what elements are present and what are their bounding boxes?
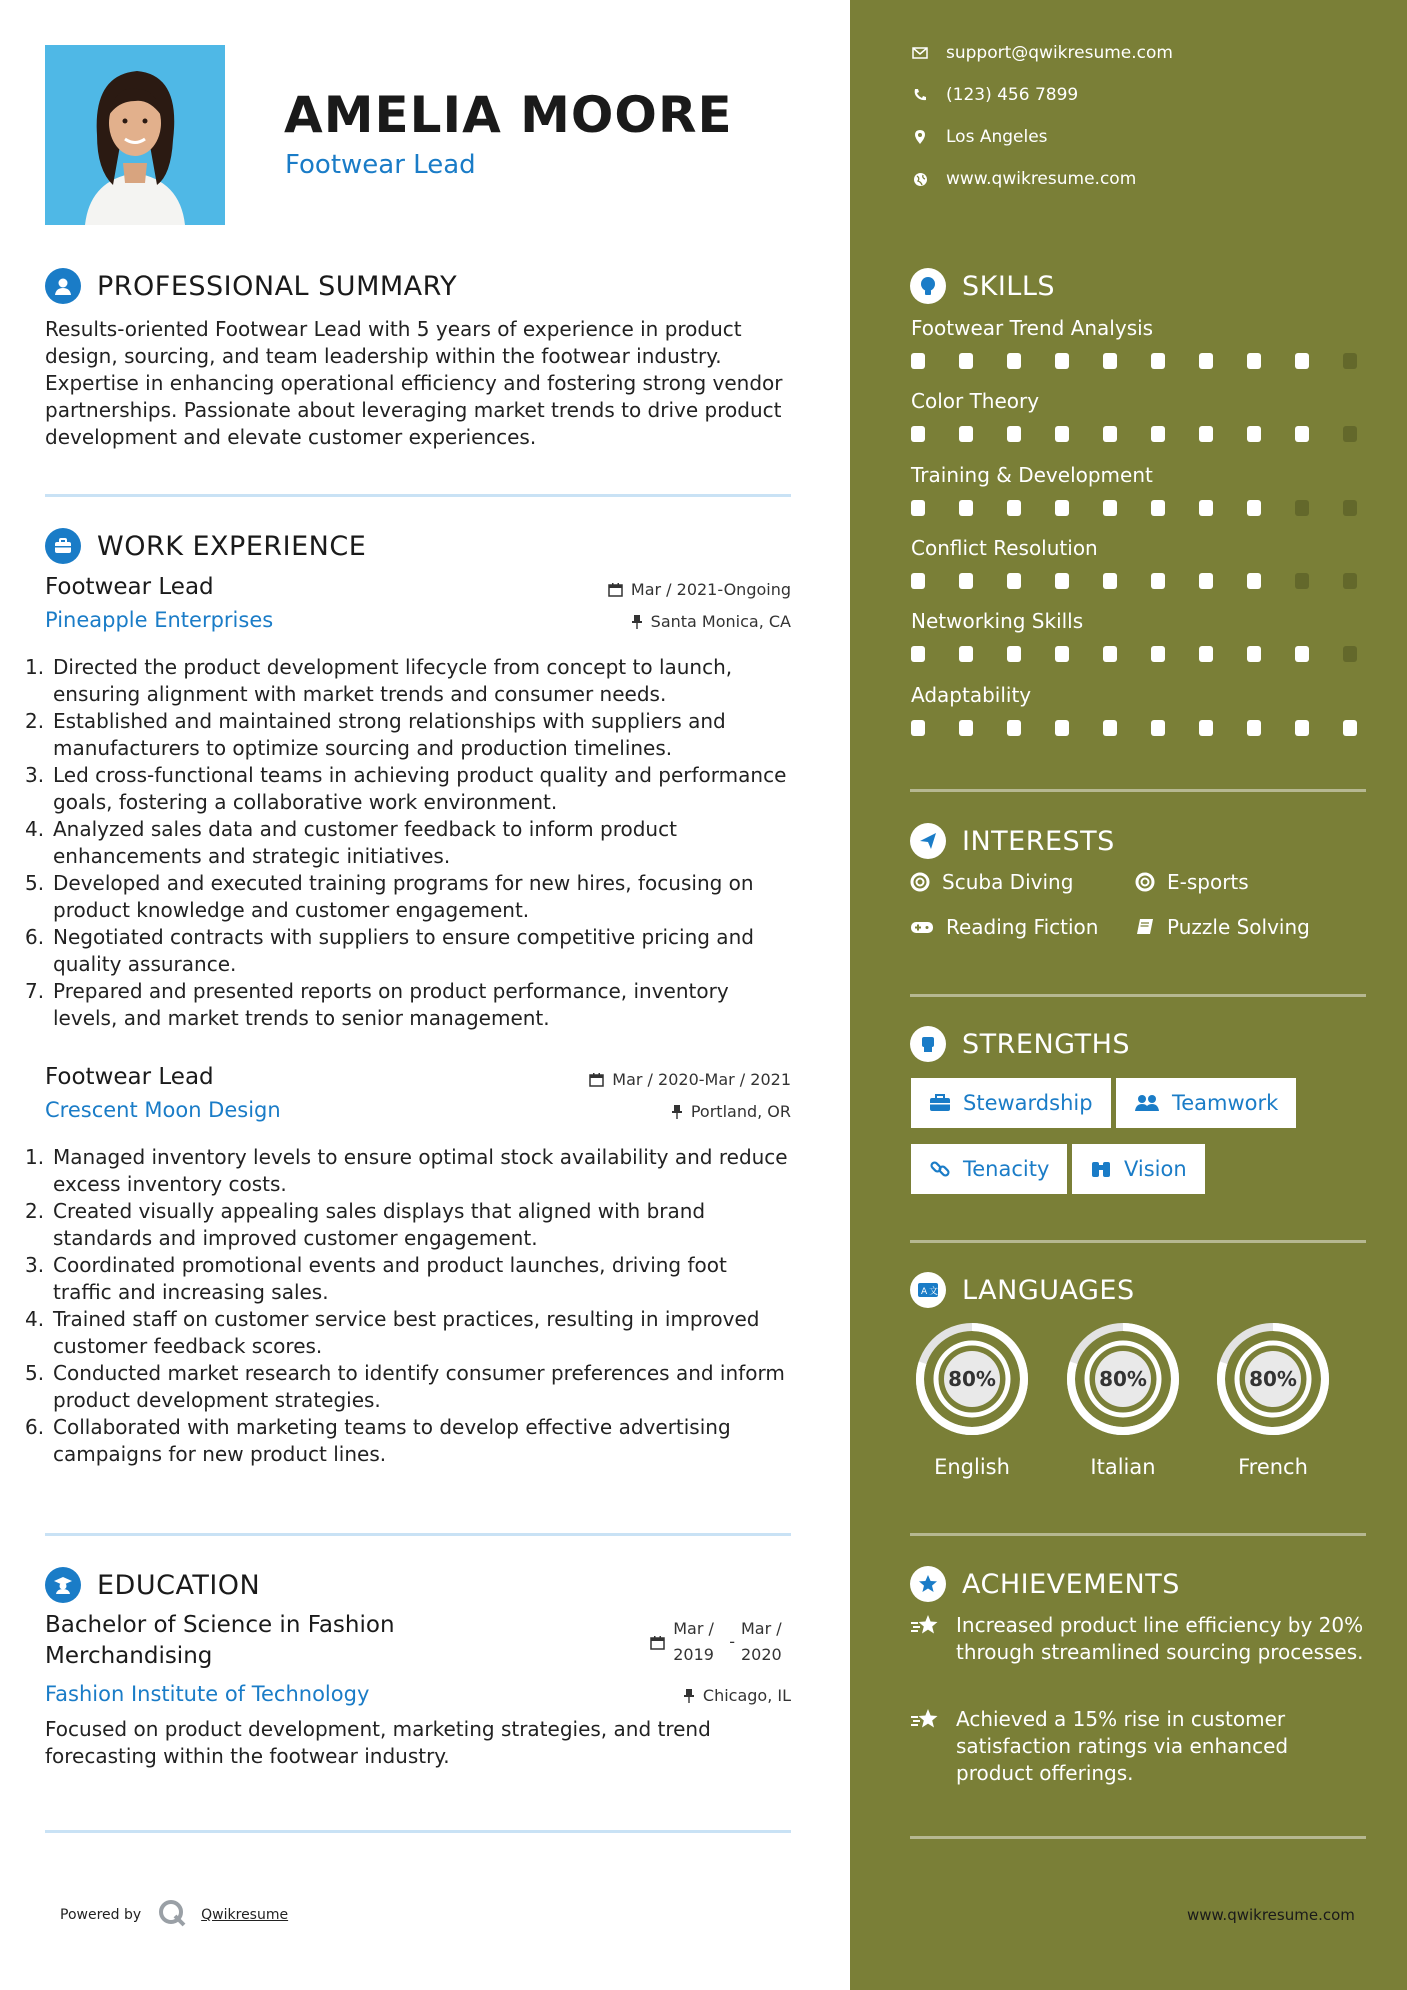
- list-item: 6. Collaborated with marketing teams to develop effective advertising campaigns for new product lines.: [25, 1415, 731, 1466]
- strength-badge: [911, 1144, 1067, 1194]
- svg-text:文: 文: [929, 1287, 939, 1297]
- list-item: 2. Established and maintained strong relationships with suppliers and manufacturers to optimize sourcing and production timelines.: [25, 709, 726, 760]
- skill-dot: [1007, 720, 1021, 736]
- job-company: Crescent Moon Design: [45, 1098, 281, 1122]
- job-entry: [25, 1064, 791, 1468]
- skill-item: [911, 536, 1371, 589]
- interest-item: [910, 915, 1098, 939]
- skill-dot: [1247, 426, 1261, 442]
- skill-dot: [1343, 500, 1357, 516]
- translate-icon: [910, 1272, 946, 1308]
- skill-dot: [1247, 500, 1261, 516]
- job-date-text: Mar / 2021-Ongoing: [630, 580, 791, 599]
- skill-name: Conflict Resolution: [911, 536, 1098, 560]
- skill-dot: [1343, 353, 1357, 369]
- skill-level: [911, 573, 1371, 589]
- skill-dot: [1247, 353, 1261, 369]
- globe-icon: [910, 172, 930, 187]
- gamepad-icon: [910, 919, 934, 935]
- skill-item: [911, 389, 1371, 442]
- skill-dot: [1295, 426, 1309, 442]
- skill-dot: [1199, 573, 1213, 589]
- skill-dot: [1199, 426, 1213, 442]
- achievement-item: [910, 1612, 1370, 1666]
- skill-dot: [1295, 720, 1309, 736]
- skill-dot: [1151, 426, 1165, 442]
- list-item: 4. Analyzed sales data and customer feedback to inform product enhancements and strategic initiatives.: [25, 817, 677, 868]
- degree: Bachelor of Science in Fashion Merchandising: [45, 1612, 395, 1669]
- skill-dot: [1055, 500, 1069, 516]
- skill-dot: [1007, 573, 1021, 589]
- language-percent: 80%: [948, 1367, 996, 1391]
- skill-name: Color Theory: [911, 389, 1040, 413]
- interest-label: Reading Fiction: [946, 915, 1099, 939]
- skill-name: Training & Development: [911, 463, 1153, 487]
- lifebuoy-icon: [1135, 872, 1155, 892]
- education-location: [683, 1686, 791, 1705]
- skill-dot: [1055, 646, 1069, 662]
- languages-title: LANGUAGES: [962, 1274, 1135, 1306]
- star-icon: [910, 1614, 940, 1666]
- divider: [910, 1533, 1366, 1536]
- skill-level: [911, 720, 1371, 736]
- interest-label: Puzzle Solving: [1167, 915, 1310, 939]
- interest-item: [1135, 870, 1249, 894]
- skill-dot: [1055, 573, 1069, 589]
- duties-list: [25, 654, 791, 1032]
- list-item: 6. Negotiated contracts with suppliers to ensure competitive pricing and quality assurance.: [25, 925, 754, 976]
- pin-icon: [683, 1688, 695, 1703]
- job-location-text: Portland, OR: [690, 1102, 791, 1121]
- skill-level: [911, 353, 1371, 369]
- skills-heading: [910, 268, 1055, 304]
- skill-dot: [959, 720, 973, 736]
- skill-dot: [1247, 573, 1261, 589]
- divider: [910, 1240, 1366, 1243]
- skill-dot: [1295, 646, 1309, 662]
- job-title: Footwear Lead: [45, 1064, 214, 1090]
- job-title: Footwear Lead: [45, 574, 214, 600]
- language-ring: [1061, 1317, 1185, 1441]
- calendar-icon: [589, 1072, 604, 1087]
- skill-dot: [1151, 646, 1165, 662]
- interest-label: E-sports: [1167, 870, 1249, 894]
- divider: [910, 994, 1366, 997]
- skill-dot: [1343, 573, 1357, 589]
- language-name: French: [1238, 1455, 1308, 1479]
- skill-dot: [959, 426, 973, 442]
- powered-by-label: Powered by: [60, 1907, 142, 1923]
- divider: [45, 1533, 791, 1536]
- education-title: EDUCATION: [97, 1569, 261, 1601]
- skill-name: Footwear Trend Analysis: [911, 316, 1154, 340]
- skill-item: [911, 316, 1371, 369]
- skill-dot: [1247, 646, 1261, 662]
- summary-heading: [45, 268, 457, 304]
- summary-title: PROFESSIONAL SUMMARY: [97, 270, 458, 302]
- language-item: [910, 1317, 1034, 1479]
- interest-item: [910, 870, 1073, 894]
- skill-level: [911, 426, 1371, 442]
- contact-location: [910, 127, 1048, 147]
- skill-dot: [1295, 573, 1309, 589]
- skill-dot: [1199, 646, 1213, 662]
- divider: [910, 1836, 1366, 1839]
- skill-dot: [1103, 426, 1117, 442]
- list-item: 2. Created visually appealing sales displays that aligned with brand standards and improved customer engagement.: [25, 1199, 706, 1250]
- skill-dot: [911, 353, 925, 369]
- education-dates: [650, 1616, 791, 1668]
- graduate-icon: [45, 1567, 81, 1603]
- skill-dot: [1343, 720, 1357, 736]
- achievement-item: [910, 1706, 1370, 1787]
- job-company: Pineapple Enterprises: [45, 608, 274, 632]
- strength-label: Teamwork: [1172, 1091, 1279, 1115]
- divider: [45, 494, 791, 497]
- job-date: [589, 1070, 791, 1089]
- skill-dot: [1103, 720, 1117, 736]
- strengths-heading: [910, 1026, 1130, 1062]
- skill-level: [911, 500, 1371, 516]
- contact-phone[interactable]: [910, 85, 1078, 105]
- skill-item: [911, 683, 1371, 736]
- list-item: 1. Directed the product development lifecycle from concept to launch, ensuring alignment with market trends and consumer needs.: [25, 655, 733, 706]
- skill-dot: [1151, 720, 1165, 736]
- calendar-icon: [608, 582, 623, 597]
- language-percent: 80%: [1099, 1367, 1147, 1391]
- star-icon: [910, 1708, 940, 1787]
- skill-dot: [1151, 573, 1165, 589]
- education-entry: [45, 1610, 791, 1770]
- strength-badge: [911, 1078, 1111, 1128]
- skill-item: [911, 463, 1371, 516]
- language-name: English: [934, 1455, 1010, 1479]
- skill-dot: [1151, 500, 1165, 516]
- skill-dot: [959, 573, 973, 589]
- footer-website[interactable]: www.qwikresume.com: [1187, 1906, 1355, 1924]
- interests-heading: [910, 823, 1115, 859]
- calendar-icon: [650, 1635, 665, 1650]
- skill-dot: [1199, 353, 1213, 369]
- skill-dot: [911, 573, 925, 589]
- language-percent: 80%: [1249, 1367, 1297, 1391]
- divider: [910, 789, 1366, 792]
- svg-text:A: A: [921, 1287, 928, 1297]
- qwikresume-logo-icon: [157, 1898, 187, 1932]
- skill-dot: [1103, 500, 1117, 516]
- job-location: [631, 612, 791, 631]
- skill-dot: [1007, 500, 1021, 516]
- skill-dot: [1055, 720, 1069, 736]
- pin-icon: [671, 1104, 683, 1119]
- job-entry: [25, 574, 791, 1032]
- list-item: 5. Conducted market research to identify consumer preferences and inform product development strategies.: [25, 1361, 785, 1412]
- briefcase-icon: [45, 528, 81, 564]
- language-ring: [910, 1317, 1034, 1441]
- skill-dot: [1151, 353, 1165, 369]
- sidebar: [850, 0, 1407, 1990]
- candidate-name: AMELIA MOORE: [284, 86, 733, 144]
- skill-dot: [911, 500, 925, 516]
- job-date-text: Mar / 2020-Mar / 2021: [612, 1070, 791, 1089]
- strength-label: Vision: [1124, 1157, 1187, 1181]
- qwikresume-link[interactable]: Qwikresume: [201, 1907, 289, 1923]
- interest-item: [1135, 915, 1310, 939]
- languages-heading: [910, 1272, 1135, 1308]
- skill-dot: [911, 426, 925, 442]
- list-item: 1. Managed inventory levels to ensure optimal stock availability and reduce excess inventory costs.: [25, 1145, 788, 1196]
- strength-badge: [1072, 1144, 1205, 1194]
- list-item: 4. Trained staff on customer service best practices, resulting in improved customer feedback scores.: [25, 1307, 760, 1358]
- location-text: Los Angeles: [946, 127, 1048, 147]
- summary-text: Results-oriented Footwear Lead with 5 years of experience in product design, sourcing, and team leadership within the footwear industry. Expertise in enhancing operational efficiency and fostering strong vendor partnerships. Passionate about leveraging market trends to drive product development and elevate customer experiences.: [45, 317, 783, 449]
- education-description: Focused on product development, marketing strategies, and trend forecasting within the footwear industry.: [45, 1717, 711, 1768]
- strength-label: Tenacity: [963, 1157, 1050, 1181]
- skill-dot: [1199, 720, 1213, 736]
- lifebuoy-icon: [910, 872, 930, 892]
- job-location: [671, 1102, 791, 1121]
- star-badge-icon: [910, 1566, 946, 1602]
- envelope-icon: [910, 47, 930, 59]
- user-icon: [45, 268, 81, 304]
- interest-label: Scuba Diving: [942, 870, 1074, 894]
- list-item: 3. Led cross-functional teams in achieving product quality and performance goals, fostering a collaborative work environment.: [25, 763, 787, 814]
- map-pin-icon: [910, 129, 930, 145]
- paper-plane-icon: [910, 823, 946, 859]
- start-date: Mar / 2019: [673, 1619, 714, 1664]
- divider: [45, 1830, 791, 1833]
- job-date: [608, 580, 791, 599]
- contact-email[interactable]: [910, 43, 1173, 63]
- lightbulb-icon: [910, 268, 946, 304]
- language-item: [1061, 1317, 1185, 1479]
- fist-icon: [910, 1026, 946, 1062]
- strength-label: Stewardship: [963, 1091, 1093, 1115]
- skill-dot: [959, 353, 973, 369]
- skill-dot: [1103, 353, 1117, 369]
- skill-dot: [1055, 353, 1069, 369]
- skill-dot: [1007, 426, 1021, 442]
- profile-photo: [45, 45, 225, 225]
- experience-title: WORK EXPERIENCE: [97, 530, 367, 562]
- list-item: 3. Coordinated promotional events and product launches, driving foot traffic and increasing sales.: [25, 1253, 727, 1304]
- skill-dot: [911, 646, 925, 662]
- language-item: [1211, 1317, 1335, 1479]
- skill-dot: [1343, 426, 1357, 442]
- phone-icon: [910, 88, 930, 102]
- skill-item: [911, 609, 1371, 662]
- skill-dot: [959, 646, 973, 662]
- link-icon: [929, 1158, 951, 1180]
- strengths-title: STRENGTHS: [962, 1028, 1131, 1060]
- users-icon: [1134, 1094, 1160, 1112]
- briefcase-icon: [929, 1094, 951, 1112]
- skill-dot: [959, 500, 973, 516]
- skill-name: Adaptability: [911, 683, 1032, 707]
- language-name: Italian: [1090, 1455, 1156, 1479]
- achievement-text: Achieved a 15% rise in customer satisfaction ratings via enhanced product offerings.: [956, 1707, 1289, 1785]
- skill-dot: [1199, 500, 1213, 516]
- skill-dot: [1007, 646, 1021, 662]
- achievement-text: Increased product line efficiency by 20% through streamlined sourcing processes.: [956, 1613, 1364, 1664]
- job-location-text: Santa Monica, CA: [650, 612, 791, 631]
- skill-dot: [1247, 720, 1261, 736]
- skill-dot: [1295, 500, 1309, 516]
- strength-badge: [1116, 1078, 1296, 1128]
- skill-level: [911, 646, 1371, 662]
- education-location-text: Chicago, IL: [702, 1686, 791, 1705]
- achievements-heading: [910, 1566, 1180, 1602]
- duties-list: [25, 1144, 791, 1468]
- binoculars-icon: [1090, 1159, 1112, 1179]
- end-date: Mar / 2020: [741, 1619, 782, 1664]
- skill-dot: [1007, 353, 1021, 369]
- skill-dot: [1103, 646, 1117, 662]
- interests-title: INTERESTS: [962, 825, 1115, 857]
- school: Fashion Institute of Technology: [45, 1682, 370, 1706]
- candidate-title: Footwear Lead: [285, 150, 476, 180]
- date-separator: -: [729, 1632, 735, 1651]
- skill-dot: [1343, 646, 1357, 662]
- phone-text: (123) 456 7899: [946, 85, 1079, 105]
- skill-dot: [911, 720, 925, 736]
- pin-icon: [631, 614, 643, 629]
- skill-dot: [1295, 353, 1309, 369]
- powered-by: [60, 1898, 288, 1932]
- experience-heading: [45, 528, 366, 564]
- language-ring: [1211, 1317, 1335, 1441]
- contact-website[interactable]: [910, 169, 1136, 189]
- skills-title: SKILLS: [962, 270, 1056, 302]
- skill-dot: [1103, 573, 1117, 589]
- email-text: support@qwikresume.com: [946, 43, 1173, 63]
- skill-dot: [1055, 426, 1069, 442]
- skill-name: Networking Skills: [911, 609, 1084, 633]
- achievements-title: ACHIEVEMENTS: [962, 1568, 1180, 1600]
- website-text: www.qwikresume.com: [946, 169, 1137, 189]
- book-icon: [1135, 917, 1155, 937]
- list-item: 5. Developed and executed training programs for new hires, focusing on product knowledge and customer engagement.: [25, 871, 754, 922]
- education-heading: [45, 1567, 260, 1603]
- list-item: 7. Prepared and presented reports on product performance, inventory levels, and market trends to senior management.: [25, 979, 729, 1030]
